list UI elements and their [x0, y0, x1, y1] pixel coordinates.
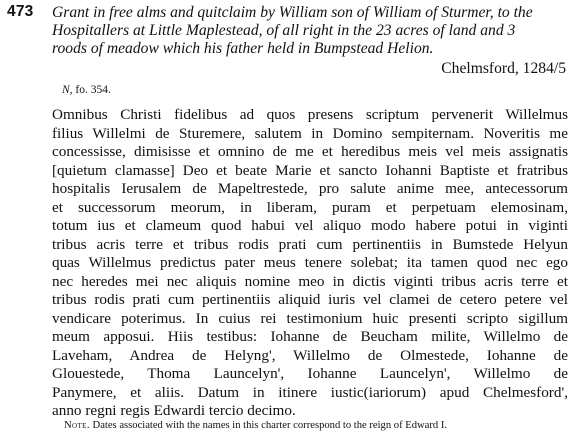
charter-line: concessisse, dimisisse et omnino de me et heredibus meis vel meis assignatis — [52, 143, 568, 160]
charter-line: Glouestede, Thoma Launcelyn', Iohanne Launcelyn', Willelmo de — [52, 365, 568, 382]
charter-line: et successorum meorum, in liberam, puram et perpetuam elemosinam, — [52, 198, 568, 216]
charter-line: totum ius et clameum quod habui vel aliquo modo habere potui in viginti — [52, 217, 568, 234]
charter-line: vendicare poterimus. In cuius rei testimonium huic presenti scripto sigillum — [52, 309, 568, 327]
charter-line: Laveham, Andrea de Helyng', Willelmo de Olmestede, Iohanne de — [52, 346, 568, 364]
charter-line: Panymere, et aliis. Datum in itinere iustic(iariorum) apud Chelmesford', — [52, 383, 568, 401]
charter-line: [quietum clamasse] Deo et beate Marie et sancto Iohanni Baptiste et fratribus — [52, 161, 568, 179]
source-folio: , fo. 354. — [69, 84, 111, 96]
heading-line: roods of meadow which his father held in Bumpstead Helion. — [52, 40, 434, 57]
charter-line: Omnibus Christi fidelibus ad quos presens scriptum pervenerit Willelmus — [52, 106, 568, 123]
entry-number: 473 — [7, 3, 34, 20]
note-text: Dates associated with the names in this charter correspond to the reign of Edward I. — [89, 420, 448, 431]
charter-line: tribus acris terre et tribus rodis prati cum pertinentiis in Bumstede Helyun — [52, 235, 568, 253]
heading-line: Grant in free alms and quitclaim by William son of William of Sturmer, to the — [52, 4, 533, 21]
place-date: Chelmsford, 1284/5 — [441, 60, 566, 77]
note-label: Note. — [64, 420, 90, 431]
source-siglum: N — [62, 84, 70, 96]
charter-text — [52, 106, 568, 421]
heading-line: Hospitallers at Little Maplestead, of all right in the 23 acres of land and 3 — [52, 22, 516, 39]
entry-heading — [52, 4, 572, 58]
charter-line: tribus rodis prati cum pertinentiis aliquid iuris vel clamei de cetero petere vel — [52, 291, 568, 308]
charter-line: meum apposui. Hiis testibus: Iohanne de Beucham milite, Willelmo de — [52, 328, 568, 345]
charter-line: quas Willelmus predictus pater meus tenere solebat; ita tamen quod nec ego — [52, 254, 568, 271]
charter-line: filius Willelmi de Sturemere, salutem in Domino sempiternam. Noveritis me — [52, 124, 568, 142]
charter-line: hospitalis Ierusalem de Mapeltrestede, pro salute anime mee, antecessorum — [52, 180, 568, 197]
charter-line: nec heredes mei nec aliquis nomine meo in dictis viginti tribus acris terre et — [52, 272, 568, 290]
editorial-note — [64, 420, 447, 431]
charter-line: anno regni regis Edwardi tercio decimo. — [52, 402, 296, 419]
source-reference — [62, 84, 111, 96]
